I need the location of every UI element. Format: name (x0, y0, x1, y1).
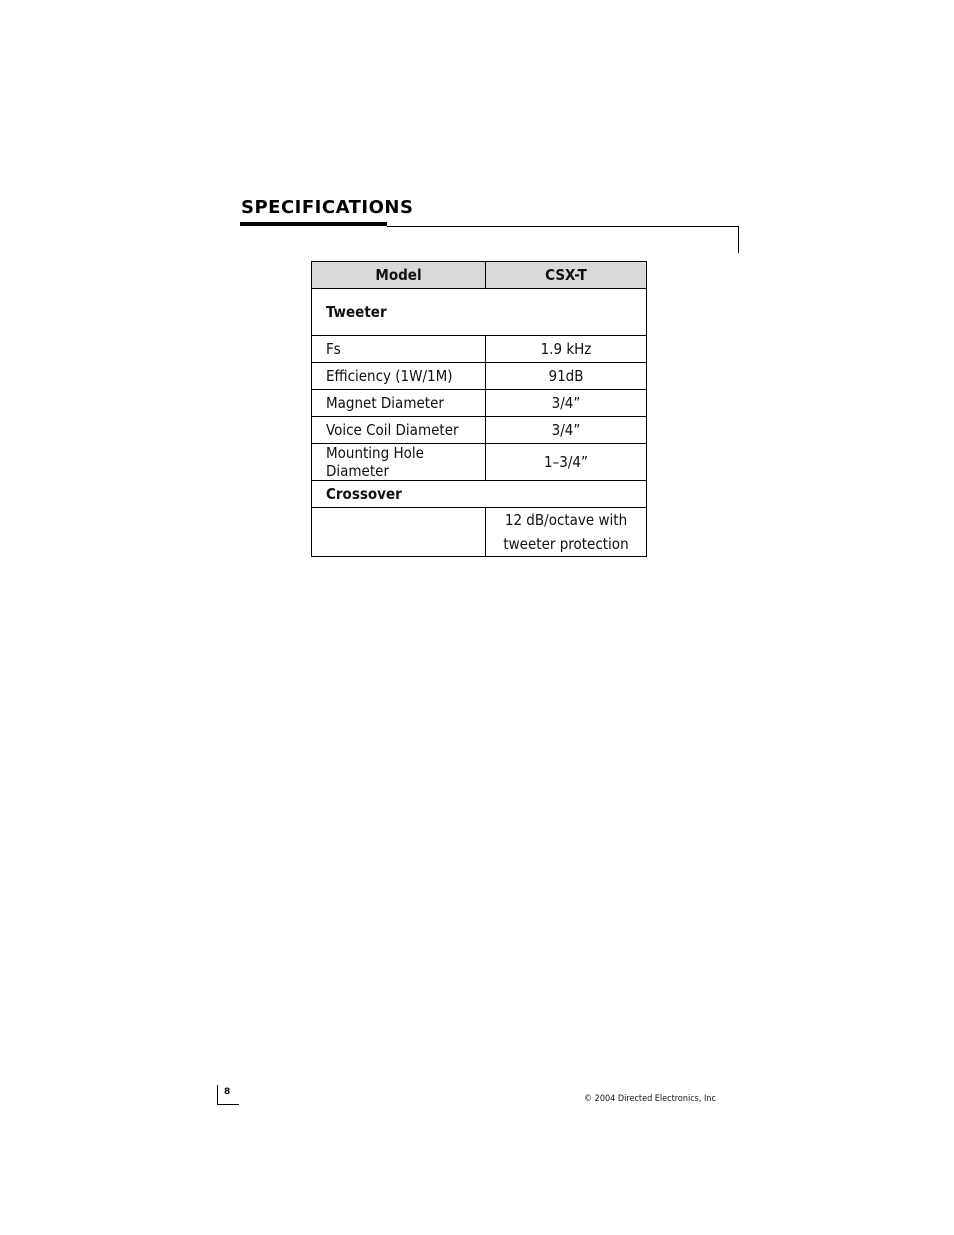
row-value: 3/4” (486, 390, 647, 417)
header-model-label: Model (312, 262, 486, 289)
heading-rule (387, 226, 739, 227)
section-title-crossover: Crossover (312, 481, 647, 508)
page-number-baseline (217, 1104, 239, 1105)
table-row (312, 336, 647, 363)
row-label: Magnet Diameter (312, 390, 486, 417)
specifications-table (311, 261, 647, 557)
row-value: 3/4” (486, 417, 647, 444)
section-title-tweeter: Tweeter (312, 289, 647, 336)
table-row (312, 363, 647, 390)
section-row-tweeter (312, 289, 647, 336)
table-header-row (312, 262, 647, 289)
row-label (312, 508, 486, 557)
section-row-crossover (312, 481, 647, 508)
table-row (312, 390, 647, 417)
row-label: Mounting Hole Diameter (312, 444, 486, 481)
copyright-notice: © 2004 Directed Electronics, Inc (584, 1094, 716, 1104)
row-value: 12 dB/octave with tweeter protection (486, 508, 647, 557)
table-row (312, 508, 647, 557)
page-number: 8 (224, 1087, 231, 1097)
row-value: 91dB (486, 363, 647, 390)
heading-underline-bar (240, 222, 387, 226)
page-heading: SPECIFICATIONS (241, 197, 414, 218)
row-label: Fs (312, 336, 486, 363)
heading-rule-tick (738, 226, 739, 253)
row-value: 1–3/4” (486, 444, 647, 481)
page-number-tick (217, 1085, 218, 1105)
row-value: 1.9 kHz (486, 336, 647, 363)
row-label: Efficiency (1W/1M) (312, 363, 486, 390)
header-model-value: CSX-T (486, 262, 647, 289)
table-row (312, 444, 647, 481)
row-label: Voice Coil Diameter (312, 417, 486, 444)
table-row (312, 417, 647, 444)
